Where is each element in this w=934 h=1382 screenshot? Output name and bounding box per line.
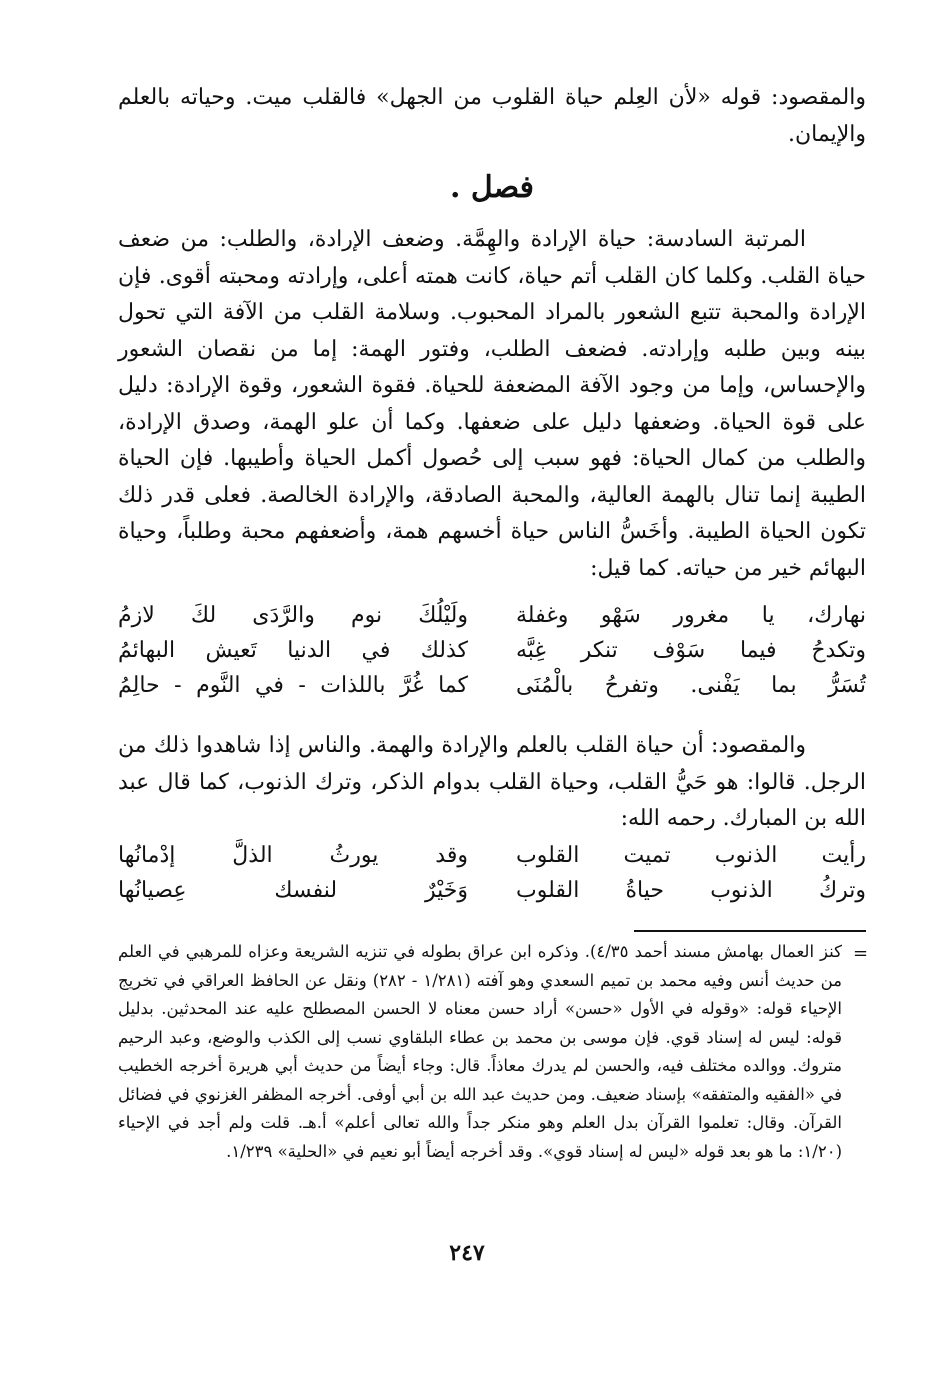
footnote-continuation-marker: = — [853, 943, 869, 964]
poem-verse — [118, 633, 866, 668]
poem-1 — [118, 598, 866, 703]
poem-hemistich-first: رأيت الذنوب تميت القلوب — [516, 843, 866, 868]
poem-hemistich-first: وتركُ الذنوب حياةُ القلوب — [516, 878, 866, 903]
section-title: فصل . — [450, 170, 534, 205]
poem-hemistich-second: وَخَيْرٌ لنفسك عِصيانُها — [118, 878, 468, 903]
intro-paragraph — [118, 80, 866, 153]
poem-2 — [118, 838, 866, 908]
poem-hemistich-first: وتكدحُ فيما سَوْف تنكر غِبَّه — [516, 638, 866, 663]
body-paragraph-2-text: والمقصود: أن حياة القلب بالعلم والإرادة والهمة. والناس إذا شاهدوا ذلك من الرجل. قالوا: هو حَيُّ القلب، وحياة القلب بدوام الذكر، وترك الذنوب، كما قال عبد الله بن المبارك. رحمه الله: — [118, 733, 866, 831]
footnote-separator — [634, 930, 866, 932]
poem-hemistich-first: نهارك، يا مغرور سَهْو وغفلة — [516, 603, 866, 628]
poem-hemistich-second: كذلك في الدنيا تَعيش البهائمُ — [118, 638, 468, 663]
body-paragraph-2 — [118, 728, 866, 838]
poem-hemistich-first: تُسَرُّ بما يَفْنى. وتفرحُ بالْمُنَى — [516, 673, 866, 698]
poem-verse — [118, 838, 866, 873]
intro-text: والمقصود: قوله «لأن العِلم حياة القلوب من الجهل» فالقلب ميت. وحياته بالعلم والإيمان. — [118, 85, 866, 147]
poem-verse — [118, 598, 866, 633]
page-number: ٢٤٧ — [449, 1240, 485, 1266]
poem-verse — [118, 873, 866, 908]
footnote — [118, 938, 842, 1166]
poem-hemistich-second: كما غُرَّ باللذات - في النَّوم - حالِمُ — [118, 673, 468, 698]
poem-verse — [118, 668, 866, 703]
body-paragraph-1-text: المرتبة السادسة: حياة الإرادة والهِمَّة. وضعف الإرادة، والطلب: من ضعف حياة القلب. وكلما كان القلب أتم حياة، كانت همته أعلى، وإرادته ومحبته أقوى. فإن الإرادة والمحبة تتبع الشعور بالمراد المحبوب. وسلامة القلب من الآفة التي تحول بينه وبين طلبه وإرادته. فضعف الطلب، وفتور الهمة: إما من نقصان الشعور والإحساس، وإما من وجود الآفة المضعفة للحياة. فقوة الشعور، وقوة الإرادة: دليل على قوة الحياة. وضعفها دليل على ضعفها. وكما أن علو الهمة، وصدق الإرادة، والطلب من كمال الحياة: فهو سبب إلى حُصول أكمل الحياة وأطيبها. فإن الحياة الطيبة إنما تنال بالهمة العالية، والمحبة الصادقة، والإرادة الخالصة. فعلى قدر ذلك تكون الحياة الطيبة. وأخَسُّ الناس حياة أخسهم همة، وأضعفهم محبة وطلباً، وحياة البهائم خير من حياته. كما قيل: — [118, 227, 866, 581]
footnote-text: كنز العمال بهامش مسند أحمد ٤/٣٥). وذكره ابن عراق بطوله في تنزيه الشريعة وعزاه للمرهبي في العلم من حديث أنس وفيه محمد بن تميم السعدي وهو آفته (١/٢٨١ - ٢٨٢) ونقل عن الحافظ العراقي في تخريج الإحياء قوله: «وقوله في الأول «حسن» أراد حسن معناه لا الحسن المصطلح عليه عند المحدثين. بدليل قوله: ليس له إسناد قوي. فإن موسى بن محمد بن عطاء البلقاوي نسب إلى الكذب والوضع، وعبد الرحيم متروك. ووالده مختلف فيه، والحسن لم يدرك معاذاً. قال: وجاء أيضاً من حديث أبي هريرة أخرجه الخطيب في «الفقيه والمتفقه» بإسناد ضعيف. ومن حديث عبد الله بن أبي أوفى. أخرجه المظفر الغزنوي في فضائل القرآن. وقال: تعلموا القرآن بدل العلم وهو منكر جداً والله تعالى أعلم» أ.هـ. قلت ولم أجد في الإحياء (١/٢٠: ما هو بعد قوله «ليس له إسناد قوي». وقد أخرجه أيضاً أبو نعيم في «الحلية» ١/٢٣٩. — [118, 942, 842, 1161]
poem-hemistich-second: وقد يورثُ الذلَّ إدْمانُها — [118, 843, 468, 868]
poem-hemistich-second: ولَيْلُكَ نوم والرَّدَى لكَ لازمُ — [118, 603, 468, 628]
body-paragraph-1 — [118, 222, 866, 587]
